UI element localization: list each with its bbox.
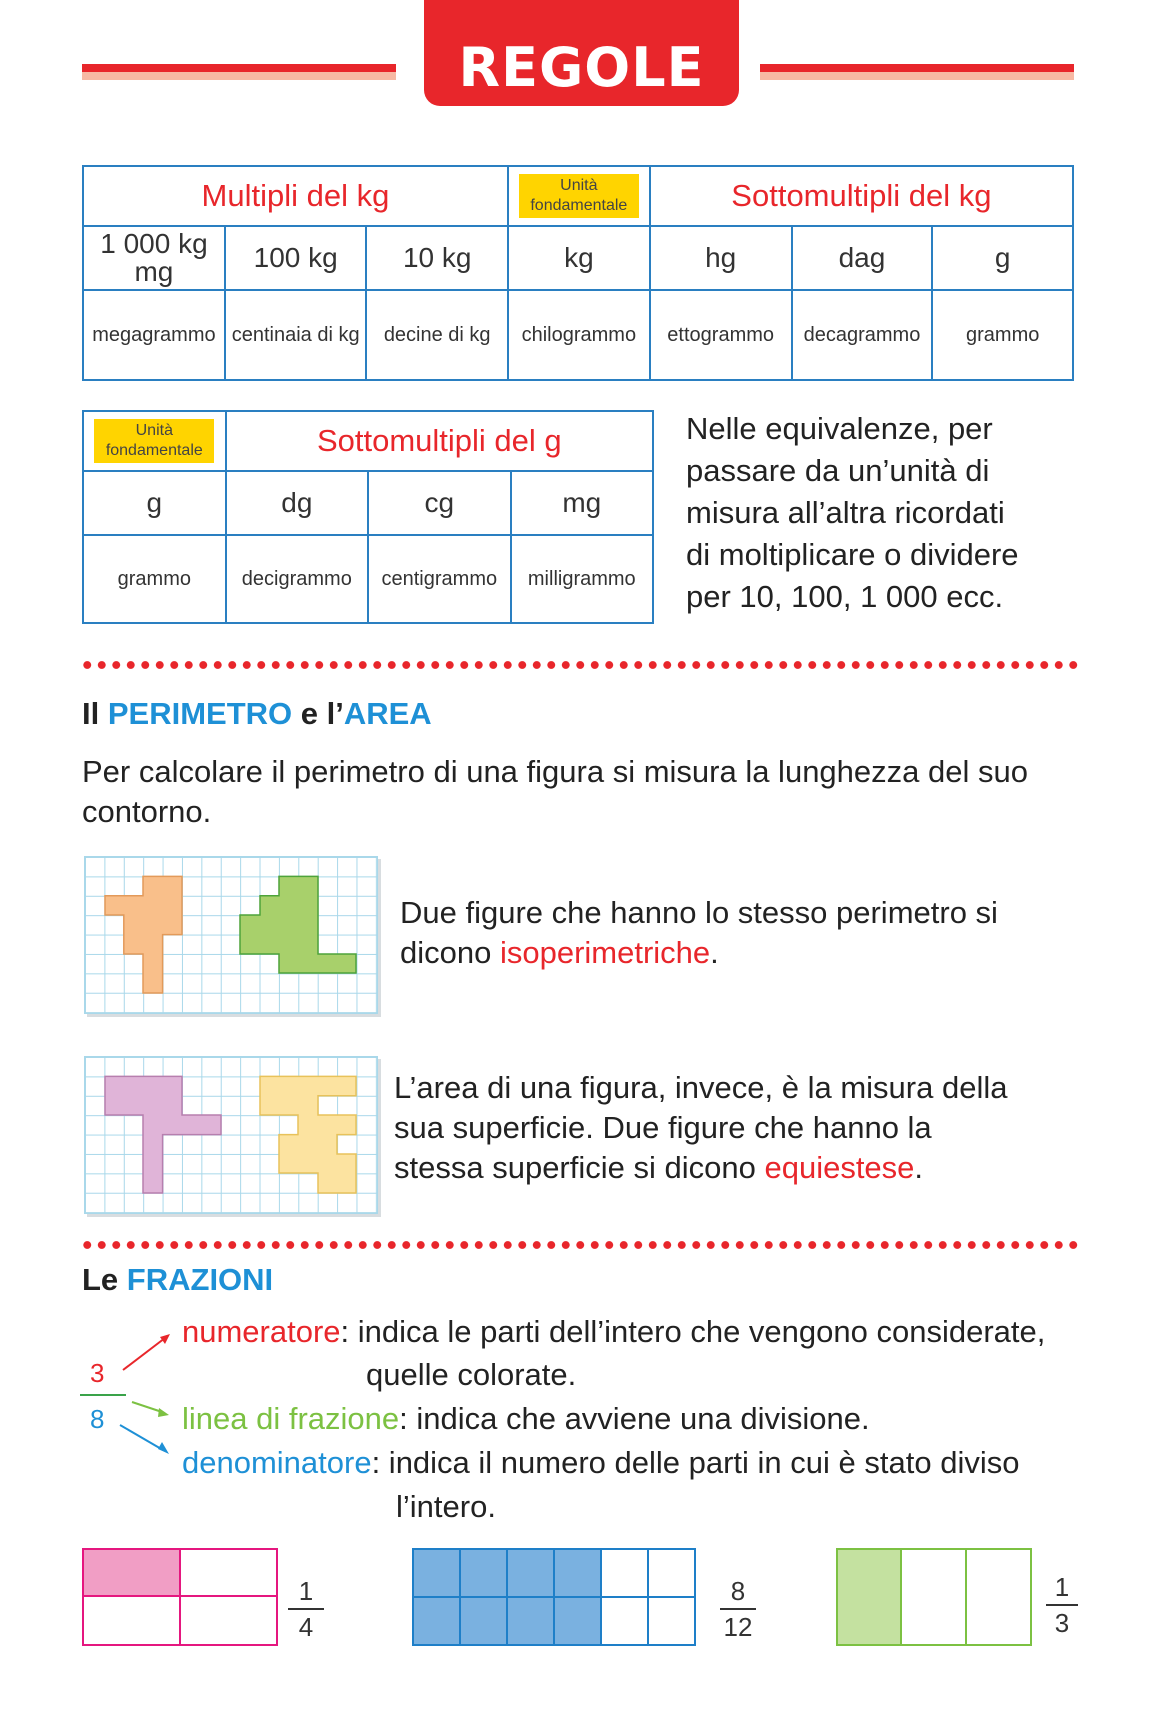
fraction-label-eight-twelfths	[720, 1576, 756, 1642]
text-line	[394, 1148, 1114, 1188]
note-line: misura all’altra ricordati	[686, 495, 1005, 530]
unit-cell: mg	[511, 471, 653, 535]
isoperimetric-grid-illustration	[84, 856, 378, 1014]
unit-cell: 100 kg	[225, 226, 367, 290]
heading-keyword: AREA	[343, 696, 432, 731]
isoperimetriche-text	[400, 893, 1100, 973]
kg-table	[82, 165, 1074, 381]
term-linea-di-frazione: linea di frazione	[182, 1401, 400, 1436]
note-line: per 10, 100, 1 000 ecc.	[686, 579, 1004, 614]
unit-name-cell: chilogrammo	[508, 290, 650, 380]
definition-text: : indica le parti dell’intero che vengono considerate,	[340, 1314, 1046, 1349]
sottomultipli-kg-title: Sottomultipli del kg	[650, 166, 1073, 226]
unit-name-cell: milligrammo	[511, 535, 653, 623]
fraction-numerator: 1	[298, 1576, 314, 1606]
isoperimetric-shapes	[85, 857, 377, 1013]
section-heading-frazioni	[82, 1262, 273, 1298]
fraction-label-third	[1046, 1572, 1078, 1638]
fraction-example-eight-twelfths	[412, 1548, 696, 1646]
unita-fondamentale-badge: Unità fondamentale	[94, 419, 214, 463]
fraction-example-third	[836, 1548, 1032, 1646]
g-table	[82, 410, 654, 624]
page-title: REGOLE	[424, 0, 739, 106]
fraction-numerator: 1	[1054, 1572, 1070, 1602]
header-rule-left	[82, 64, 396, 72]
section-heading-perimetro	[82, 696, 432, 732]
intro-line: Per calcolare il perimetro di una figura si misura la lunghezza del suo	[82, 754, 1028, 789]
fraction-label-quarter	[288, 1576, 324, 1642]
sottomultipli-g-title: Sottomultipli del g	[226, 411, 653, 471]
fraction-denominator: 4	[298, 1612, 314, 1642]
unit-name-cell: decagrammo	[792, 290, 933, 380]
fraction-numerator: 8	[730, 1576, 746, 1606]
equiestese-shapes	[85, 1057, 377, 1213]
unit-cell: kg	[508, 226, 650, 290]
unit-name-cell: centinaia di kg	[225, 290, 367, 380]
fraction-arrows	[118, 1320, 178, 1460]
intro-line: contorno.	[82, 794, 212, 829]
denominatore-definition	[182, 1442, 1122, 1484]
equivalenze-note	[686, 408, 1086, 618]
unita-fondamentale-cell	[508, 166, 650, 226]
text-fragment: dicono	[400, 935, 500, 970]
numeratore-definition	[182, 1311, 1122, 1353]
term-denominatore: denominatore	[182, 1445, 372, 1480]
header-rule-right	[760, 64, 1074, 72]
text-line: Due figure che hanno lo stesso perimetro si	[400, 895, 998, 930]
denominatore-definition-cont: l’intero.	[396, 1489, 496, 1524]
unit-cell: hg	[650, 226, 792, 290]
unit-cell: 10 kg	[366, 226, 507, 290]
text-line: L’area di una figura, invece, è la misura della	[394, 1070, 1008, 1105]
heading-keyword: PERIMETRO	[107, 696, 293, 731]
text-fragment: .	[914, 1150, 924, 1185]
unit-cell: 1 000 kg mg	[83, 226, 225, 290]
unit-cell: g	[932, 226, 1073, 290]
definition-text: : indica che avviene una divisione.	[399, 1401, 870, 1436]
note-line: Nelle equivalenze, per	[686, 411, 993, 446]
example-fraction-den: 8	[90, 1404, 105, 1434]
linea-definition	[182, 1398, 1122, 1440]
multipli-title: Multipli del kg	[83, 166, 508, 226]
unit-name-cell: grammo	[83, 535, 226, 623]
fraction-denominator: 3	[1054, 1608, 1070, 1638]
fraction-example-quarter	[82, 1548, 278, 1646]
term-isoperimetriche: isoperimetriche	[499, 935, 711, 970]
heading-text: e l’	[292, 696, 344, 731]
equiestese-grid-illustration	[84, 1056, 378, 1214]
term-numeratore: numeratore	[182, 1314, 341, 1349]
unit-name-cell: centigrammo	[368, 535, 511, 623]
definition-text: : indica il numero delle parti in cui è stato diviso	[371, 1445, 1020, 1480]
unit-name-cell: megagrammo	[83, 290, 225, 380]
text-line: sua superficie. Due figure che hanno la	[394, 1110, 932, 1145]
unit-cell: dag	[792, 226, 933, 290]
dotted-divider	[80, 660, 1080, 670]
text-fragment: stessa superficie si dicono	[394, 1150, 765, 1185]
fraction-denominator: 12	[723, 1612, 753, 1642]
unit-cell: dg	[226, 471, 368, 535]
note-line: passare da un’unità di	[686, 453, 990, 488]
example-fraction-num: 3	[90, 1358, 105, 1388]
fraction-bar	[288, 1608, 324, 1610]
unit-name-cell: grammo	[932, 290, 1073, 380]
text-fragment: .	[710, 935, 719, 970]
unit-cell: cg	[368, 471, 511, 535]
note-line: di moltiplicare o dividere	[686, 537, 1019, 572]
unit-name-cell: decine di kg	[366, 290, 507, 380]
unit-name-cell: ettogrammo	[650, 290, 792, 380]
heading-text: Le	[82, 1262, 127, 1297]
unit-cell: g	[83, 471, 226, 535]
heading-keyword: FRAZIONI	[126, 1262, 274, 1297]
equiestese-text	[394, 1068, 1114, 1188]
text-line	[400, 933, 1100, 973]
unita-fondamentale-cell	[83, 411, 226, 471]
unit-name-cell: decigrammo	[226, 535, 368, 623]
unita-fondamentale-badge: Unità fondamentale	[519, 174, 639, 218]
term-equiestese: equiestese	[764, 1150, 915, 1185]
dotted-divider	[80, 1240, 1080, 1250]
fraction-bar	[1046, 1604, 1078, 1606]
perimetro-intro	[82, 752, 1082, 832]
numeratore-definition-cont: quelle colorate.	[366, 1357, 577, 1392]
heading-text: Il	[82, 696, 108, 731]
fraction-bar	[720, 1608, 756, 1610]
